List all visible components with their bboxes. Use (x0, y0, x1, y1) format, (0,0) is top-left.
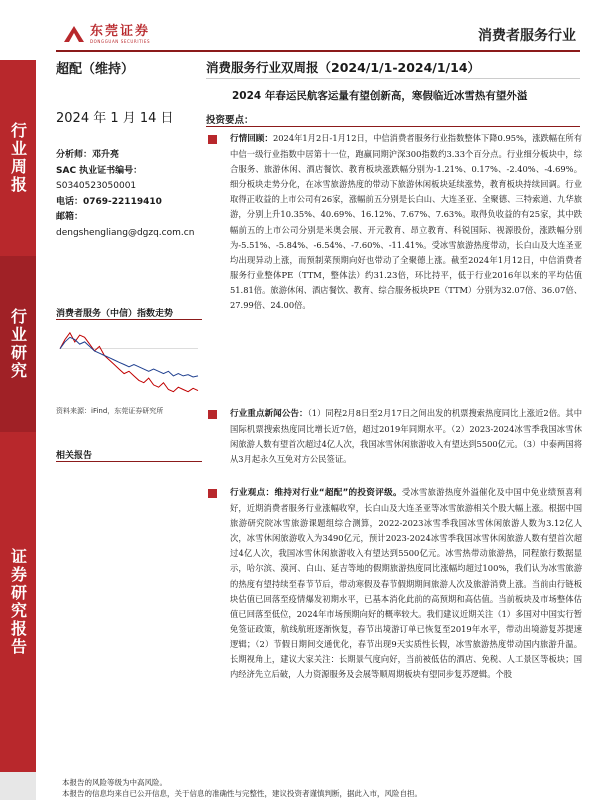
key-points-heading: 投资要点： (206, 115, 254, 126)
brand-mark-icon (62, 24, 86, 44)
title-divider (206, 78, 580, 79)
section-industry-view (206, 485, 582, 785)
section-body: 2024年1月2日-1月12日，中信消费者服务行业指数整体下降0.95%，涨跌幅在所有中信一级行业指数中居第十一位，跑赢同期沪深300指数约3.33个百分点。行业细分板块中，综合服务、旅游休闲、酒店餐饮、教育板块涨跌幅分别为-1.21%、0.17%、-2.40%、-4.69%。细分板块走势分化，在冰雪旅游热度的带动下旅游休闲板块延续涨势，教育板块持续回调。行业取得正收益的上市公司有26家，涨幅前五分别是长白山、大连圣亚、全聚德、三特索道、九华旅游，分别上升10.35%、40.69%、16.12%、7.67%、7.63%。取得负收益的有25家，其中跌幅前五的上市公司分别是米奥会展、开元教育、昂立教育、科锐国际、视源股份，涨跌幅分别为-5.51%、-5.84%、-6.54%、-7.60%、-11.41%。受冰雪旅游热度带动，长白山及大连圣亚均出现异动上涨，而预制菜预期向好也带动了全聚德上涨。截至2024年1月12日，中信消费者服务行业整体PE（TTM，整体法）约31.23倍，环比持平，低于行业2016年以来的平均估值51.81倍。旅游休闲、酒店餐饮、教育、综合服务板块PE（TTM）分别为32.07倍、36.07倍、27.99倍、24.00倍。 (230, 133, 582, 311)
risk-level-note: 本报告的风险等级为中高风险。 (62, 778, 167, 787)
analyst-info (56, 148, 194, 241)
section-lead: 行情回顾： (230, 134, 273, 144)
brand-name: 东莞证券 (90, 23, 151, 39)
chart-divider (56, 319, 202, 320)
section-body: （1）同程2月8日至2月17日之间出发的机票搜索热度同比上涨近2倍。其中国际机票搜索热度同比增长近7倍，超过2019年同期水平。（2）2023-2024冰雪季我国冰雪休闲旅游人数有望首次超过4亿人次，我国冰雪休闲旅游收入有望达到5500亿元。（3）中泰两国将从3月起永久互免对方公民签证。 (230, 408, 582, 465)
section-lead: 行业观点：维持对行业“超配”的投资评级。 (230, 488, 402, 498)
report-title: 消费服务行业双周报（2024/1/1-2024/1/14） (206, 60, 481, 75)
section-body: 受冰雪旅游热度外溢催化及中国中免业绩预喜利好，近期消费者服务行业涨幅收窄，长白山及大连圣亚等冰雪旅游相关个股大幅上涨。根据中国旅游研究院冰雪旅游课题组综合测算，2022-2023冰雪季我国冰雪休闲旅游人数为3.12亿人次，冰雪休闲旅游收入为3490亿元，预计2023-2024冰雪季我国冰雪休闲旅游人数有望首次超过4亿人次，我国冰雪休闲旅游收入有望达到5500亿元。冰雪热带动旅游热，同程旅行数据显示，哈尔滨、漠河、白山、延吉等地的假期旅游热度同比涨幅均超过100%，我们认为冰雪旅游的热度有望持续至春节节后，带动寒假及春节假期期间旅游人次及旅游消费上涨。当前由行链板块估值已回落至疫情爆发初期水平，已基本消化此前的高预期和高估值。当前板块及市场整体估值已回落至低位，2024年市场预期向好的概率较大。我们建议近期关注（1）多国对中国实行暂免签证政策，航线航班逐渐恢复，春节出境游订单已恢复至2019年水平，带动出境游复苏提速逻辑；（2）节假日期间交通优化，春节出现9天实质性长假，冰雪旅游热度带动国内旅游升温。长期视角上，建议大家关注：长期景气度向好，当前被低估的酒店、免税、人工景区等板块；国内经济先立后破，人力资源服务及会展等顺周期板块有望同步复苏逻辑。个股 (230, 487, 582, 680)
side-label-securities-report: 证券研究报告 (0, 432, 36, 772)
side-tail (0, 772, 36, 800)
index-trend-chart (56, 322, 202, 398)
section-market-review (206, 131, 582, 376)
report-subtitle: 2024 年春运民航客运量有望创新高，寒假临近冰雪热有望外溢 (232, 90, 528, 102)
header-divider (56, 50, 580, 52)
side-category-bar (0, 60, 36, 800)
bullet-icon (208, 489, 217, 498)
bullet-icon (208, 135, 217, 144)
phone: 电话：0769-22119410 (56, 196, 162, 207)
cert-label: SAC 执业证书编号： (56, 165, 143, 176)
related-divider (56, 461, 202, 462)
chart-series-line-1 (60, 333, 198, 392)
chart-source: 资料来源：iFind，东莞证券研究所 (56, 407, 164, 415)
cert-number: S0340523050001 (56, 181, 137, 191)
chart-title: 消费者服务（中信）指数走势 (56, 309, 174, 319)
brand-logo (62, 24, 150, 44)
brand-name-en: DONGGUAN SECURITIES (90, 38, 151, 44)
section-news (206, 406, 582, 470)
rating: 超配（维持） (56, 62, 135, 77)
disclaimer-footer (62, 777, 422, 799)
email-label: 邮箱： (56, 212, 84, 222)
related-reports-heading: 相关报告 (56, 451, 93, 461)
side-label-research: 行业研究 (0, 256, 36, 432)
info-disclaimer: 本报告的信息均来自已公开信息，关于信息的准确性与完整性，建议投资者谨慎判断，据此入市，风险自担。 (62, 789, 422, 798)
industry-title: 消费者服务行业 (478, 28, 576, 44)
analyst-name: 分析师：邓升亮 (56, 150, 120, 160)
bullet-icon (208, 410, 217, 419)
side-label-weekly: 行业周报 (0, 60, 36, 256)
section-lead: 行业重点新闻公告： (230, 409, 308, 419)
report-date: 2024 年 1 月 14 日 (56, 111, 174, 126)
email-address[interactable]: dengshengliang@dgzq.com.cn (56, 227, 195, 238)
page-header (0, 0, 600, 52)
key-points-divider (206, 126, 580, 127)
